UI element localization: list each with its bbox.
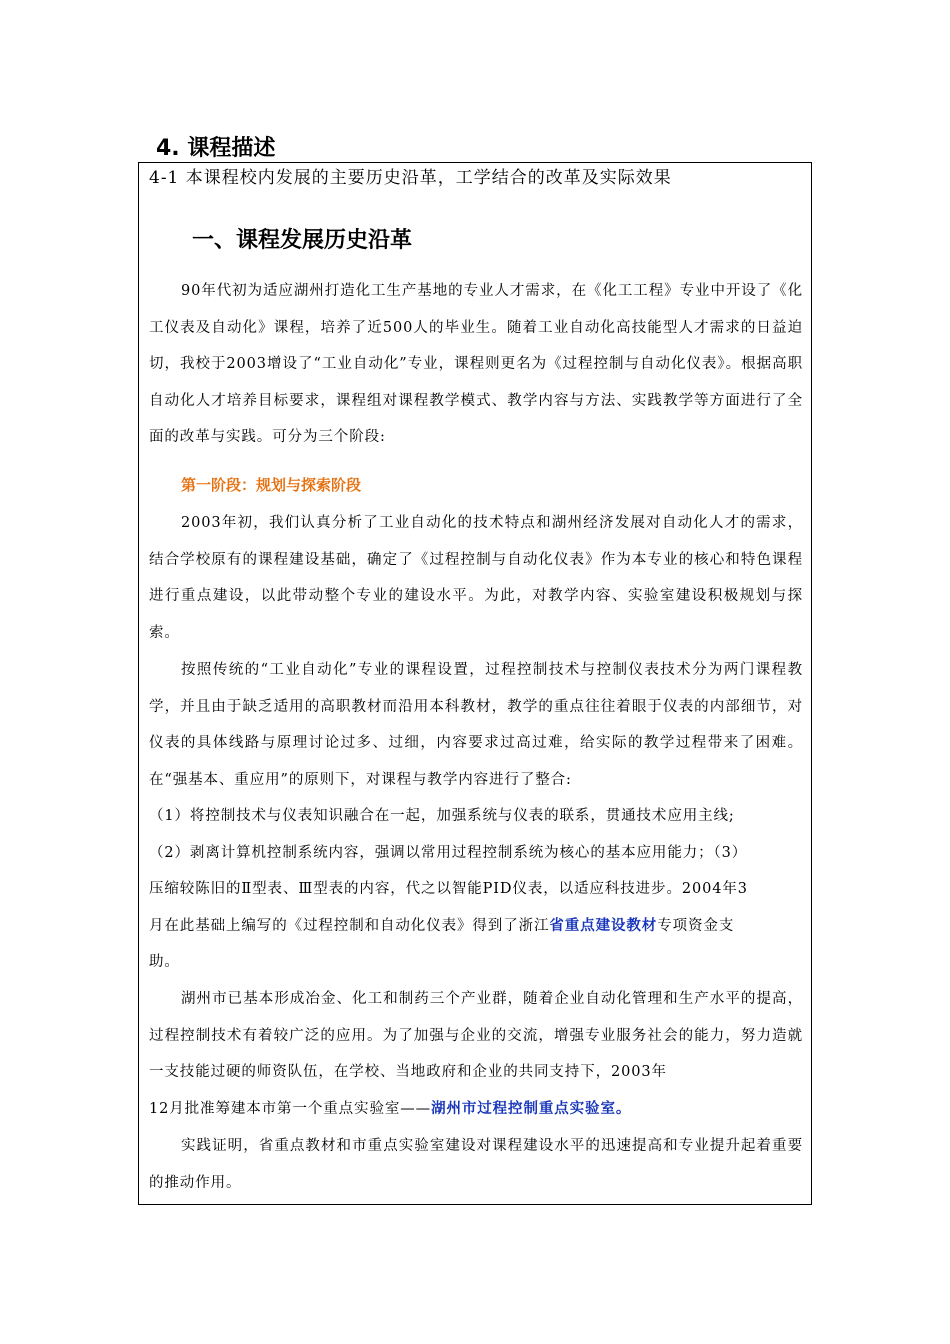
list-item-1: （1）将控制技术与仪表知识融合在一起，加强系统与仪表的联系，贯通技术应用主线;	[149, 808, 735, 824]
list-item-3c-text: 专项资金支	[657, 918, 735, 934]
highlight-textbook: 省重点建设教材	[549, 918, 658, 934]
subheading: 4-1 本课程校内发展的主要历史沿革，工学结合的改革及实际效果	[149, 168, 672, 188]
list-item-3b-text: 月在此基础上编写的《过程控制和自动化仪表》得到了浙江	[149, 918, 550, 934]
paragraph-2: 2003年初，我们认真分析了工业自动化的技术特点和湖州经济发展对自动化人才的需求，结合学校原有的课程建设基础，确定了《过程控制与自动化仪表》作为本专业的核心和特色课程进行重点建设，以此带动整个专业的建设水平。为此，对教学内容、实验室建设积极规划与探索。	[149, 515, 803, 641]
paragraph-1: 90年代初为适应湖州打造化工生产基地的专业人才需求，在《化工工程》专业中开设了《化工仪表及自动化》课程，培养了近500人的毕业生。随着工业自动化高技能型人才需求的日益迫切，我校于2003增设了“工业自动化”专业，课程则更名为《过程控制与自动化仪表》。根据高职自动化人才培养目标要求，课程组对课程教学模式、教学内容与方法、实践教学等方面进行了全面的改革与实践。可分为三个阶段:	[149, 283, 803, 446]
paragraph-4-end-text: 12月批准筹建本市第一个重点实验室——	[149, 1101, 432, 1117]
heading: 一、课程发展历史沿革	[192, 228, 413, 253]
list-item-3a: 压缩较陈旧的Ⅱ型表、Ⅲ型表的内容，代之以智能PID仪表，以适应科技进步。2004年3	[149, 881, 748, 897]
list-item-3d: 助。	[149, 954, 180, 970]
paragraph-3: 按照传统的“工业自动化”专业的课程设置，过程控制技术与控制仪表技术分为两门课程教学，并且由于缺乏适用的高职教材而沿用本科教材，教学的重点往往着眼于仪表的内部细节，对仪表的具体线路与原理讨论过多、过细，内容要求过高过难，给实际的教学过程带来了困难。在“强基本、重应用”的原则下，对课程与教学内容进行了整合:	[149, 662, 803, 788]
paragraph-4: 湖州市已基本形成冶金、化工和制药三个产业群，随着企业自动化管理和生产水平的提高，过程控制技术有着较广泛的应用。为了加强与企业的交流，增强专业服务社会的能力，努力造就一支技能过硬的师资队伍，在学校、当地政府和企业的共同支持下，2003年	[149, 991, 803, 1081]
section-title: 4. 课程描述	[156, 136, 276, 161]
stage-heading: 第一阶段：规划与探索阶段	[181, 476, 362, 494]
paragraph-4-end	[149, 1091, 631, 1128]
list-item-2: （2）剥离计算机控制系统内容，强调以常用过程控制系统为核心的基本应用能力；（3）	[149, 845, 748, 861]
highlight-lab: 湖州市过程控制重点实验室。	[431, 1101, 632, 1117]
paragraph-5: 实践证明，省重点教材和市重点实验室建设对课程建设水平的迅速提高和专业提升起着重要的推动作用。	[149, 1138, 803, 1191]
list-item-3b	[149, 908, 734, 945]
